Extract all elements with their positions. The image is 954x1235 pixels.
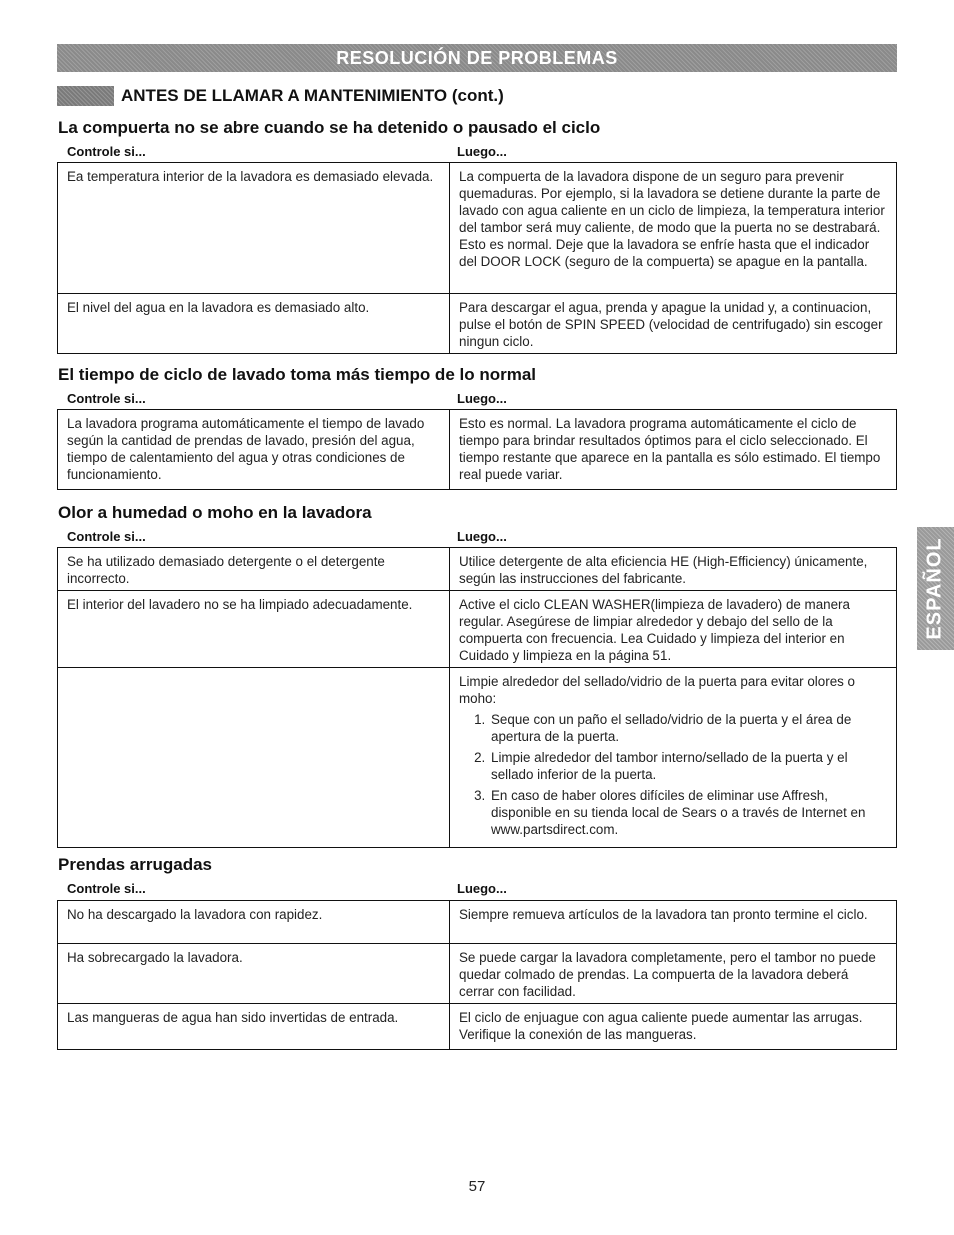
check-cell: Ea temperatura interior de la lavadora es demasiado elevada. bbox=[58, 163, 450, 294]
table-row bbox=[58, 591, 897, 668]
action-cell bbox=[450, 668, 897, 848]
table-row bbox=[58, 1004, 897, 1050]
section-title-odor: Olor a humedad o moho en la lavadora bbox=[58, 503, 372, 522]
col-head-check: Controle si... bbox=[67, 881, 146, 896]
table-row bbox=[58, 901, 897, 944]
action-cell: La compuerta de la lavadora dispone de un seguro para prevenir quemaduras. Por ejemplo, si la lavadora se detiene durante la parte de lavado con agua caliente en un ciclo de limpieza, la temperatura interior del tambor será muy caliente, de modo que la puerta no se destrabará. Esto es normal. Deje que la lavadora se enfríe hasta que el indicador del DOOR LOCK (seguro de la compuerta) se apague en la pantalla. bbox=[450, 163, 897, 294]
check-cell: Se ha utilizado demasiado detergente o el detergente incorrecto. bbox=[58, 548, 450, 591]
action-cell: Para descargar el agua, prenda y apague la unidad y, a continuacion, pulse el botón de SPIN SPEED (velocidad de centrifugado) sin escoger ningun ciclo. bbox=[450, 294, 897, 354]
troubleshooting-table-wrinkles bbox=[57, 900, 897, 1050]
check-cell: El nivel del agua en la lavadora es demasiado alto. bbox=[58, 294, 450, 354]
section-title-wrinkles: Prendas arrugadas bbox=[58, 855, 213, 874]
col-head-then: Luego... bbox=[457, 881, 507, 896]
table-row bbox=[58, 944, 897, 1004]
check-cell: La lavadora programa automáticamente el tiempo de lavado según la cantidad de prendas de lavado, presión del agua, tiempo de calentamiento del agua y otras condiciones de funcionamiento. bbox=[58, 410, 450, 490]
subheading-text: ANTES DE LLAMAR A MANTENIMIENTO (cont.) bbox=[121, 86, 504, 105]
col-head-then: Luego... bbox=[457, 529, 507, 544]
table-row bbox=[58, 548, 897, 591]
col-head-then: Luego... bbox=[457, 144, 507, 159]
language-label: ESPAÑOL bbox=[924, 537, 947, 640]
language-side-tab bbox=[917, 527, 954, 650]
list-item: 3. En caso de haber olores difíciles de eliminar use Affresh, disponible en su tienda local de Sears o a través de Internet en www.partsdirect.com. bbox=[489, 787, 887, 838]
action-cell: Se puede cargar la lavadora completamente, pero el tambor no puede quedar colmado de prendas. La compuerta de la lavadora deberá cerrar con facilidad. bbox=[450, 944, 897, 1004]
action-cell: Siempre remueva artículos de la lavadora tan pronto termine el ciclo. bbox=[450, 901, 897, 944]
section-title-cycle-time: El tiempo de ciclo de lavado toma más tiempo de lo normal bbox=[58, 365, 537, 384]
col-head-check: Controle si... bbox=[67, 391, 146, 406]
cleaning-steps-list bbox=[459, 711, 887, 838]
table-row bbox=[58, 410, 897, 490]
subheading-marker bbox=[57, 86, 114, 106]
door-seal-intro: Limpie alrededor del sellado/vidrio de la puerta para evitar olores o moho: bbox=[459, 674, 855, 706]
troubleshooting-table-odor bbox=[57, 547, 897, 848]
troubleshooting-table-door bbox=[57, 162, 897, 354]
check-cell: El interior del lavadero no se ha limpiado adecuadamente. bbox=[58, 591, 450, 668]
action-cell: Utilice detergente de alta eficiencia HE (High-Efficiency) únicamente, según las instrucciones del fabricante. bbox=[450, 548, 897, 591]
col-head-check: Controle si... bbox=[67, 144, 146, 159]
check-cell: Ha sobrecargado la lavadora. bbox=[58, 944, 450, 1004]
action-cell: Active el ciclo CLEAN WASHER(limpieza de lavadero) de manera regular. Asegúrese de limpiar alrededor y debajo del sello de la compuerta con frecuencia. Lea Cuidado y limpieza del interior en Cuidado y limpieza en la página 51. bbox=[450, 591, 897, 668]
col-head-check: Controle si... bbox=[67, 529, 146, 544]
section-banner: RESOLUCIÓN DE PROBLEMAS bbox=[57, 44, 897, 72]
check-cell: Las mangueras de agua han sido invertidas de entrada. bbox=[58, 1004, 450, 1050]
col-head-then: Luego... bbox=[457, 391, 507, 406]
list-item: 2. Limpie alrededor del tambor interno/sellado de la puerta y el sellado inferior de la puerta. bbox=[489, 749, 887, 783]
table-row bbox=[58, 163, 897, 294]
list-item: 1. Seque con un paño el sellado/vidrio de la puerta y el área de apertura de la puerta. bbox=[489, 711, 887, 745]
check-cell-empty bbox=[58, 668, 450, 848]
action-cell: El ciclo de enjuague con agua caliente puede aumentar las arrugas. Verifique la conexión de las mangueras. bbox=[450, 1004, 897, 1050]
subheading bbox=[57, 85, 504, 107]
action-cell: Esto es normal. La lavadora programa automáticamente el ciclo de tiempo para brindar resultados óptimos para el ciclo seleccionado. El tiempo restante que aparece en la pantalla es sólo estimado. El tiempo real puede variar. bbox=[450, 410, 897, 490]
page-number: 57 bbox=[468, 1178, 486, 1195]
table-row bbox=[58, 294, 897, 354]
section-title-door: La compuerta no se abre cuando se ha detenido o pausado el ciclo bbox=[58, 118, 601, 137]
check-cell: No ha descargado la lavadora con rapidez. bbox=[58, 901, 450, 944]
troubleshooting-table-cycle-time bbox=[57, 409, 897, 490]
table-row bbox=[58, 668, 897, 848]
